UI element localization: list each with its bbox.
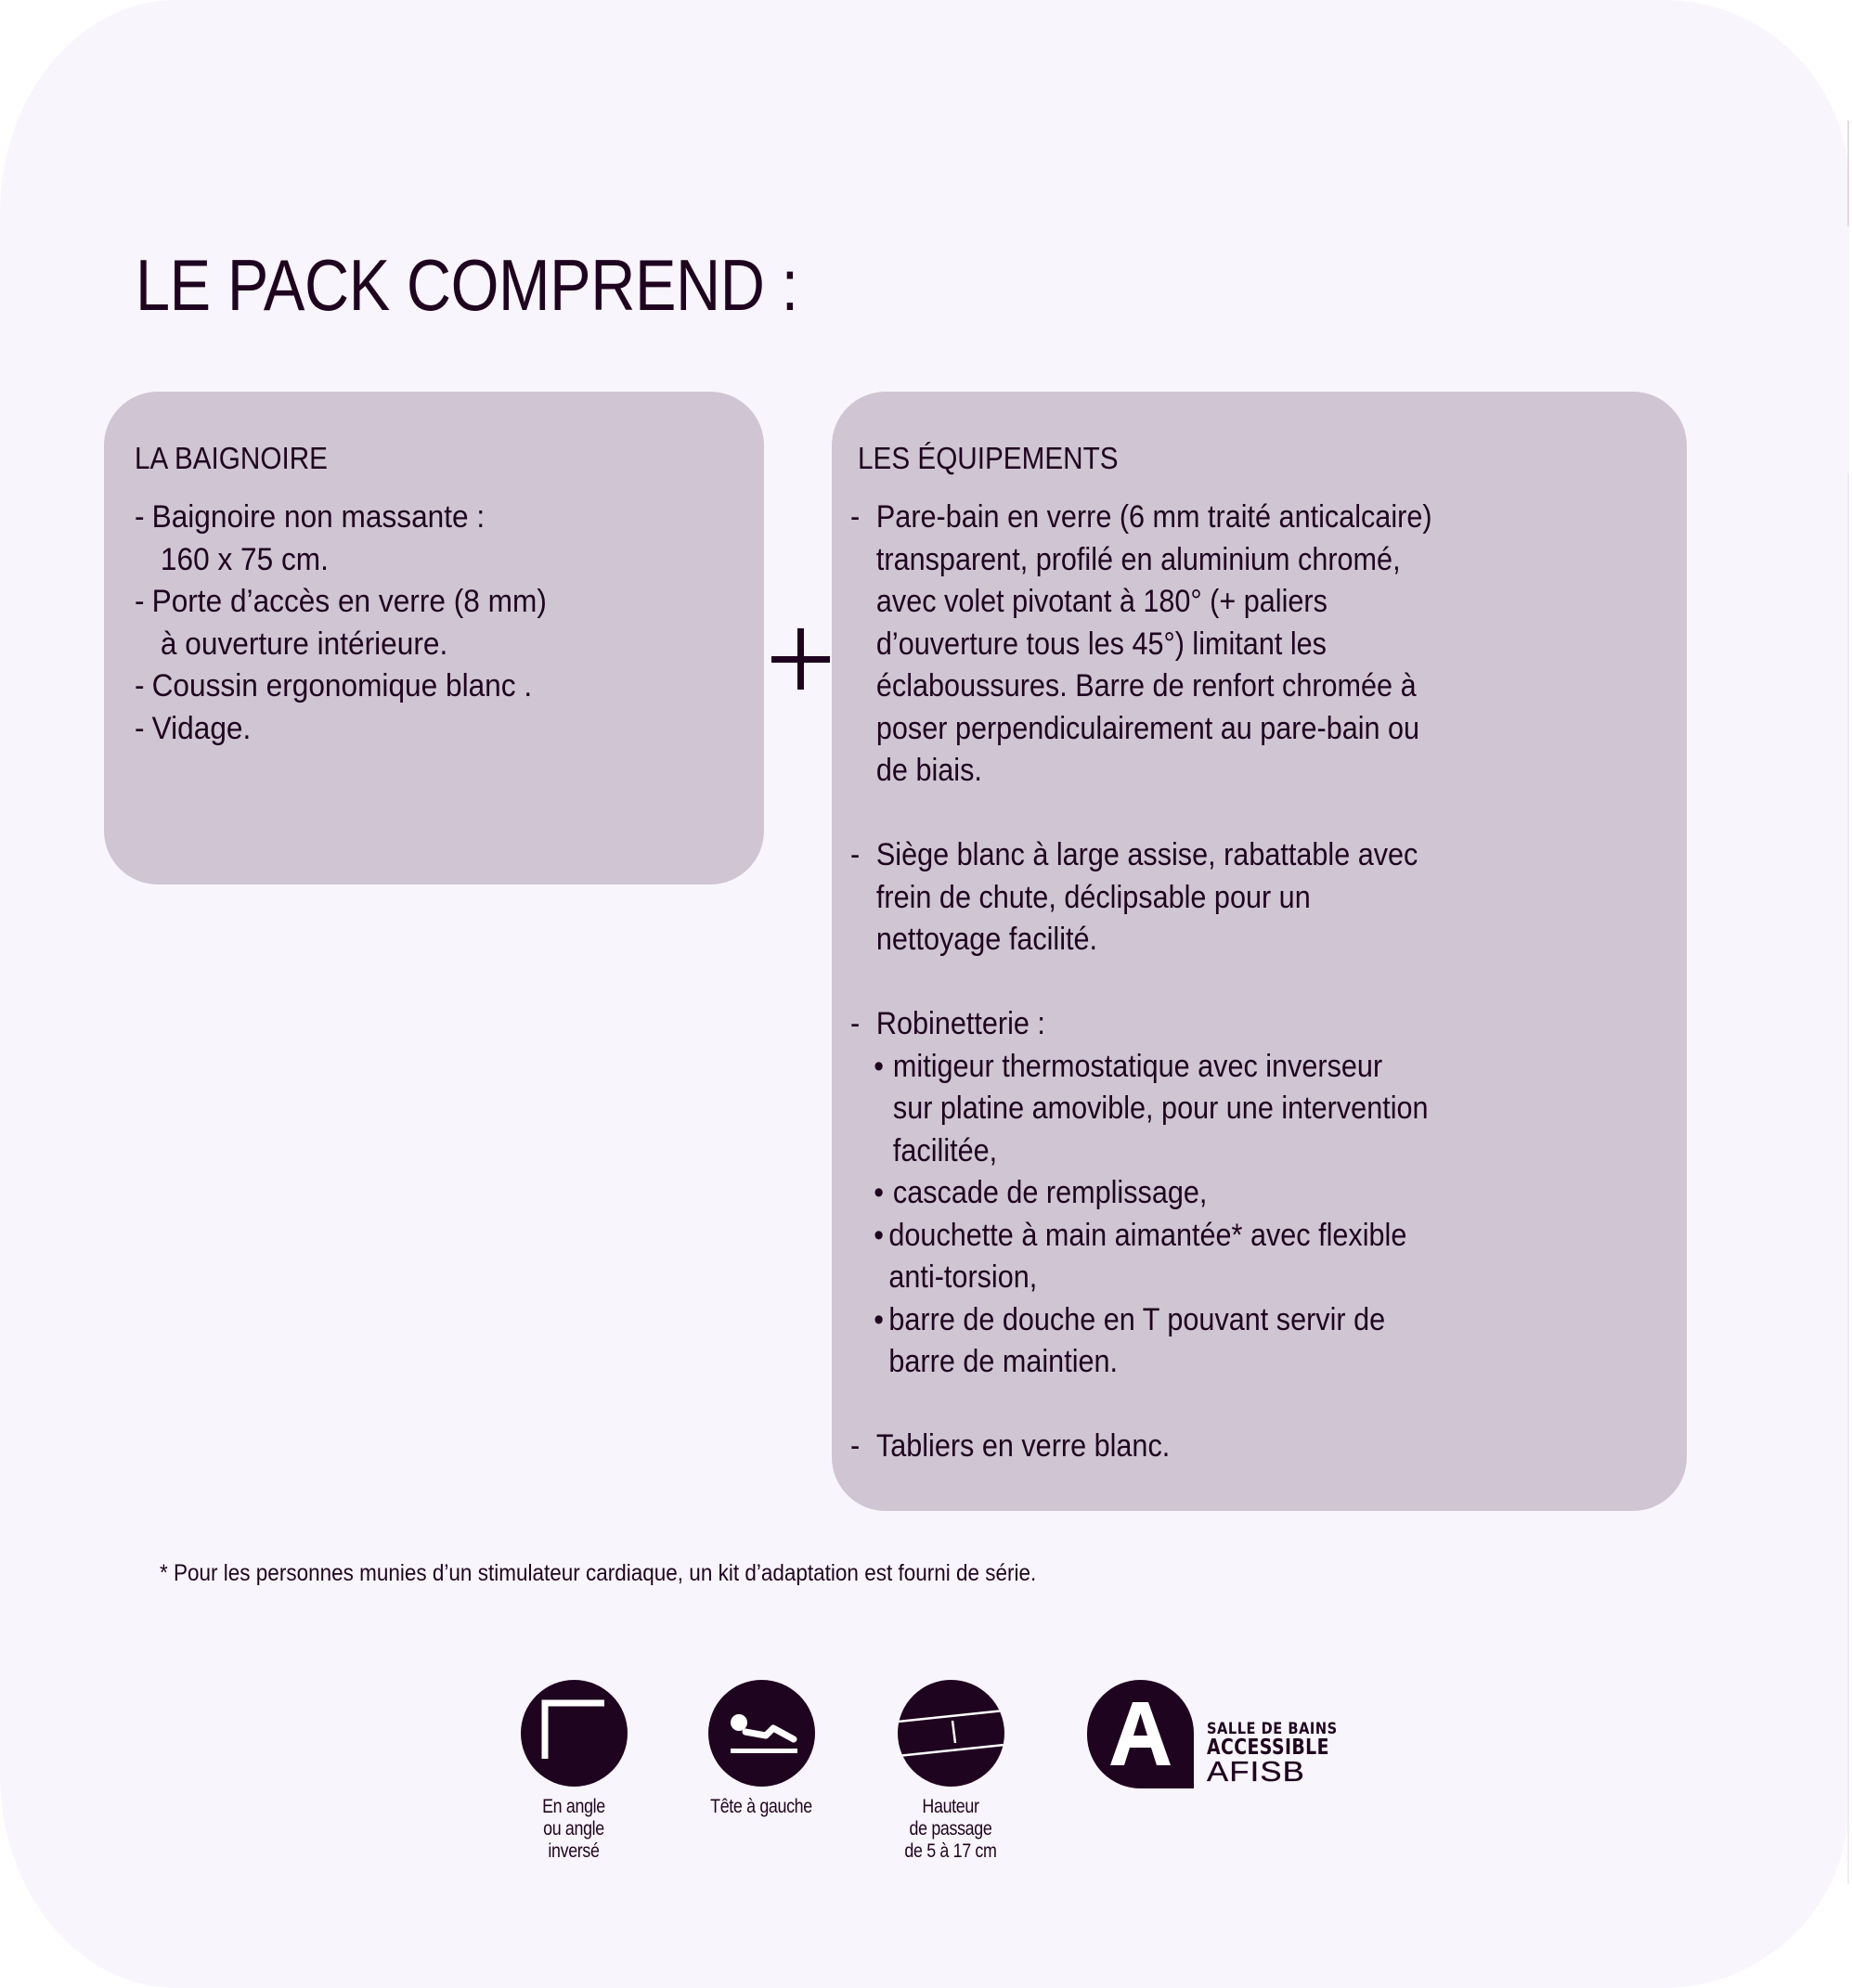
list-item-text: à ouverture intérieure. <box>160 626 448 662</box>
list-item-text: Vidage. <box>151 710 252 746</box>
head-left-icon <box>708 1680 815 1787</box>
list-item-text: Robinetterie : <box>875 1006 1045 1041</box>
page-title: LE PACK COMPREND : <box>136 244 798 326</box>
label-line: Hauteur <box>922 1796 979 1817</box>
bullet-marker: • <box>874 1175 884 1210</box>
footnote: * Pour les personnes munies d’un stimulateur cardiaque, un kit d’adaptation est fourni de série. <box>160 1560 1037 1586</box>
list-item-text: facilitée, <box>892 1132 998 1168</box>
list-item-text: mitigeur thermostatique avec inverseur <box>892 1048 1383 1084</box>
afisb-text <box>1207 1721 1359 1786</box>
dash-marker: - <box>135 499 145 535</box>
list-item-text: de biais. <box>875 753 982 788</box>
corner-icon <box>521 1680 628 1787</box>
bullet-marker: • <box>874 1048 884 1084</box>
list-item-text: douchette à main aimantée* avec flexible <box>888 1217 1407 1253</box>
dash-marker: - <box>135 710 145 746</box>
list-item-text: transparent, profilé en aluminium chromé, <box>875 541 1401 577</box>
badge-line-2: ACCESSIBLE <box>1207 1736 1329 1760</box>
label-line: de 5 à 17 cm <box>904 1840 997 1862</box>
baignoire-header: LA BAIGNOIRE <box>135 441 328 475</box>
dash-marker: - <box>135 668 145 704</box>
feature-label <box>691 1796 833 1818</box>
list-item-text: Tabliers en verre blanc. <box>875 1428 1171 1464</box>
dash-marker: - <box>850 837 861 872</box>
badge-line-3: AFISB <box>1207 1755 1305 1788</box>
equipements-header: LES ÉQUIPEMENTS <box>858 441 1119 475</box>
list-item-text: sur platine amovible, pour une intervention <box>892 1091 1429 1126</box>
plus-icon <box>771 628 830 690</box>
afisb-badge <box>1087 1680 1356 1791</box>
equipements-panel <box>832 392 1687 1511</box>
badge-line-1: SALLE DE BAINS <box>1207 1720 1338 1738</box>
feature-step-height <box>867 1680 1034 1863</box>
bullet-marker: • <box>874 1217 884 1253</box>
dash-marker: - <box>850 1006 861 1041</box>
feature-head-left <box>678 1680 845 1818</box>
label-line: inversé <box>548 1840 600 1862</box>
list-item-text: Pare-bain en verre (6 mm traité anticalcaire) <box>875 499 1432 535</box>
list-item-text: frein de chute, déclipsable pour un <box>875 879 1311 915</box>
list-item-text: barre de douche en T pouvant servir de <box>888 1301 1386 1337</box>
dash-marker: - <box>850 1428 861 1464</box>
bullet-marker: • <box>874 1301 884 1337</box>
list-item-text: barre de maintien. <box>888 1344 1119 1379</box>
accessible-a-icon <box>1087 1680 1194 1788</box>
list-item-text: d’ouverture tous les 45°) limitant les <box>875 626 1327 662</box>
list-item-text: nettoyage facilité. <box>875 922 1098 957</box>
list-item-text: éclaboussures. Barre de renfort chromée à <box>875 668 1417 704</box>
list-item-text: Siège blanc à large assise, rabattable avec <box>875 837 1418 872</box>
feature-label <box>880 1796 1022 1863</box>
list-item-text: Baignoire non massante : <box>151 499 486 535</box>
label-line: En angle <box>542 1796 605 1817</box>
list-item-text: avec volet pivotant à 180° (+ paliers <box>875 584 1327 619</box>
dash-marker: - <box>850 499 861 535</box>
label-line: de passage <box>909 1818 992 1840</box>
list-item-text: cascade de remplissage, <box>892 1175 1208 1210</box>
baignoire-panel <box>104 392 764 884</box>
list-item-text: Porte d’accès en verre (8 mm) <box>151 584 547 619</box>
label-line: Tête à gauche <box>710 1796 812 1817</box>
page-edge-line <box>1847 121 1849 1884</box>
list-item-text: 160 x 75 cm. <box>160 541 329 577</box>
feature-corner <box>490 1680 657 1863</box>
label-line: ou angle <box>543 1818 604 1840</box>
step-height-icon <box>898 1680 1004 1787</box>
feature-label <box>503 1796 645 1863</box>
list-item-text: Coussin ergonomique blanc . <box>151 668 533 704</box>
list-item-text: anti-torsion, <box>888 1259 1038 1295</box>
list-item-text: poser perpendiculairement au pare-bain ou <box>875 710 1420 746</box>
dash-marker: - <box>135 584 145 619</box>
